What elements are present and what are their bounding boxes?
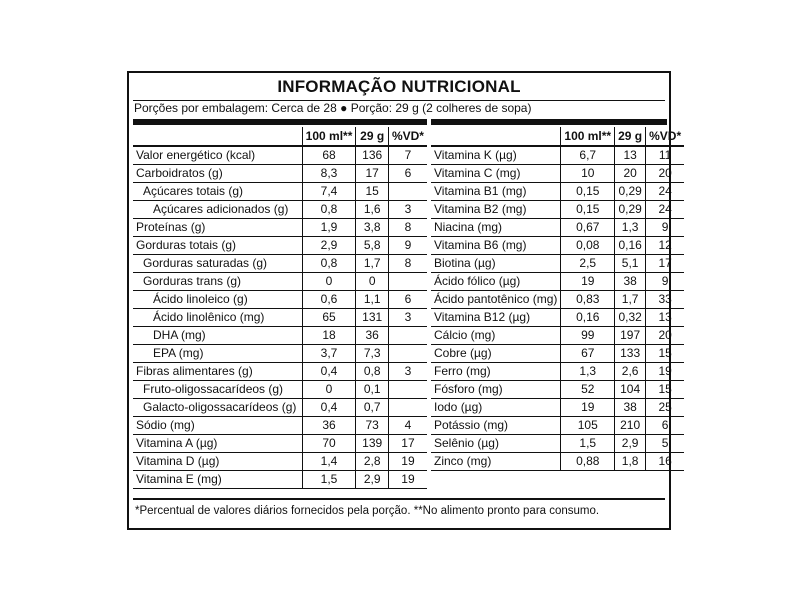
value-per-100ml: 70 xyxy=(302,435,356,453)
value-per-100ml: 0,15 xyxy=(561,183,615,201)
table-row xyxy=(133,309,427,327)
nutrient-name: Vitamina B2 (mg) xyxy=(431,201,561,219)
daily-value-percent: 3 xyxy=(388,363,427,381)
daily-value-percent: 13 xyxy=(646,309,685,327)
nutrition-facts-label xyxy=(127,71,682,530)
value-per-100ml: 1,4 xyxy=(302,453,356,471)
nutrient-name: Ácido pantotênico (mg) xyxy=(431,291,561,309)
value-per-100ml: 0,15 xyxy=(561,201,615,219)
table-row xyxy=(431,399,684,417)
nutrient-name: Ácido linoleico (g) xyxy=(133,291,302,309)
daily-value-percent: 8 xyxy=(388,255,427,273)
nutrient-name: Ácido linolênico (mg) xyxy=(133,309,302,327)
daily-value-percent: 6 xyxy=(646,417,685,435)
table-row xyxy=(133,146,427,165)
value-per-portion: 0,8 xyxy=(356,363,389,381)
value-per-portion: 1,1 xyxy=(356,291,389,309)
nutrient-name: Vitamina B6 (mg) xyxy=(431,237,561,255)
nutrient-name: EPA (mg) xyxy=(133,345,302,363)
daily-value-percent: 20 xyxy=(646,165,685,183)
nutrient-name: Biotina (µg) xyxy=(431,255,561,273)
table-row xyxy=(133,453,427,471)
table-row xyxy=(431,165,684,183)
nutrient-name: Cobre (µg) xyxy=(431,345,561,363)
table-header-row xyxy=(431,127,684,146)
value-per-portion: 73 xyxy=(356,417,389,435)
daily-value-percent: 3 xyxy=(388,201,427,219)
value-per-portion: 5,8 xyxy=(356,237,389,255)
nutrient-name: Carboidratos (g) xyxy=(133,165,302,183)
nutrient-name: Fruto-oligossacarídeos (g) xyxy=(133,381,302,399)
value-per-portion: 17 xyxy=(356,165,389,183)
table-row xyxy=(133,345,427,363)
table-row xyxy=(133,471,427,489)
value-per-portion: 1,8 xyxy=(615,453,646,471)
nutrients-table-right xyxy=(431,127,684,471)
value-per-100ml: 105 xyxy=(561,417,615,435)
value-per-portion: 38 xyxy=(615,273,646,291)
nutrient-name: Potássio (mg) xyxy=(431,417,561,435)
daily-value-percent: 5 xyxy=(646,435,685,453)
table-row xyxy=(133,273,427,291)
table-row xyxy=(133,183,427,201)
left-header-bar xyxy=(133,119,427,125)
nutrient-name: Açúcares totais (g) xyxy=(133,183,302,201)
value-per-100ml: 7,4 xyxy=(302,183,356,201)
daily-value-percent: 4 xyxy=(388,417,427,435)
table-row xyxy=(431,381,684,399)
header-per-100ml: 100 ml** xyxy=(302,127,356,146)
value-per-portion: 7,3 xyxy=(356,345,389,363)
value-per-100ml: 3,7 xyxy=(302,345,356,363)
daily-value-percent: 11 xyxy=(646,146,685,165)
value-per-portion: 0,29 xyxy=(615,201,646,219)
daily-value-percent: 25 xyxy=(646,399,685,417)
nutrient-name: Gorduras saturadas (g) xyxy=(133,255,302,273)
daily-value-percent: 17 xyxy=(646,255,685,273)
nutrient-name: Gorduras trans (g) xyxy=(133,273,302,291)
value-per-100ml: 67 xyxy=(561,345,615,363)
value-per-100ml: 0,88 xyxy=(561,453,615,471)
value-per-100ml: 0,83 xyxy=(561,291,615,309)
daily-value-percent: 15 xyxy=(646,381,685,399)
table-row xyxy=(133,435,427,453)
daily-value-percent: 16 xyxy=(646,453,685,471)
nutrient-name: Vitamina E (mg) xyxy=(133,471,302,489)
value-per-100ml: 52 xyxy=(561,381,615,399)
daily-value-percent: 19 xyxy=(646,363,685,381)
table-row xyxy=(133,417,427,435)
header-per-portion: 29 g xyxy=(615,127,646,146)
nutrient-name: Açúcares adicionados (g) xyxy=(133,201,302,219)
daily-value-percent: 3 xyxy=(388,309,427,327)
daily-value-percent: 9 xyxy=(388,237,427,255)
table-row xyxy=(431,146,684,165)
value-per-portion: 13 xyxy=(615,146,646,165)
value-per-portion: 1,7 xyxy=(615,291,646,309)
value-per-portion: 2,8 xyxy=(356,453,389,471)
nutrient-name: Vitamina A (µg) xyxy=(133,435,302,453)
nutrient-name: Ferro (mg) xyxy=(431,363,561,381)
value-per-100ml: 1,5 xyxy=(302,471,356,489)
table-row xyxy=(431,237,684,255)
header-daily-value: %VD* xyxy=(388,127,427,146)
table-row xyxy=(133,291,427,309)
nutrient-name: Vitamina D (µg) xyxy=(133,453,302,471)
value-per-portion: 2,6 xyxy=(615,363,646,381)
daily-value-percent: 33 xyxy=(646,291,685,309)
value-per-100ml: 1,9 xyxy=(302,219,356,237)
daily-value-percent: 20 xyxy=(646,327,685,345)
nutrient-name: Vitamina C (mg) xyxy=(431,165,561,183)
value-per-100ml: 2,5 xyxy=(561,255,615,273)
value-per-portion: 3,8 xyxy=(356,219,389,237)
daily-value-percent: 19 xyxy=(388,453,427,471)
value-per-100ml: 36 xyxy=(302,417,356,435)
table-row xyxy=(431,255,684,273)
value-per-portion: 1,3 xyxy=(615,219,646,237)
nutrient-name: Ácido fólico (µg) xyxy=(431,273,561,291)
table-row xyxy=(133,219,427,237)
nutrient-name: Galacto-oligossacarídeos (g) xyxy=(133,399,302,417)
daily-value-percent: 6 xyxy=(388,165,427,183)
daily-value-percent xyxy=(388,273,427,291)
value-per-portion: 0,32 xyxy=(615,309,646,327)
value-per-100ml: 0,67 xyxy=(561,219,615,237)
table-row xyxy=(431,435,684,453)
daily-value-percent: 24 xyxy=(646,183,685,201)
table-header-row xyxy=(133,127,427,146)
daily-value-percent: 9 xyxy=(646,273,685,291)
value-per-100ml: 0,4 xyxy=(302,399,356,417)
value-per-100ml: 99 xyxy=(561,327,615,345)
header-per-portion: 29 g xyxy=(356,127,389,146)
nutrient-name: Zinco (mg) xyxy=(431,453,561,471)
nutrient-name: Vitamina B1 (mg) xyxy=(431,183,561,201)
table-row xyxy=(133,399,427,417)
daily-value-percent xyxy=(388,327,427,345)
value-per-100ml: 0,4 xyxy=(302,363,356,381)
value-per-portion: 0,1 xyxy=(356,381,389,399)
daily-value-percent: 19 xyxy=(388,471,427,489)
value-per-100ml: 19 xyxy=(561,399,615,417)
table-row xyxy=(431,183,684,201)
value-per-portion: 5,1 xyxy=(615,255,646,273)
daily-value-percent: 17 xyxy=(388,435,427,453)
nutrient-name: Sódio (mg) xyxy=(133,417,302,435)
daily-value-percent: 9 xyxy=(646,219,685,237)
daily-value-percent: 24 xyxy=(646,201,685,219)
value-per-portion: 2,9 xyxy=(356,471,389,489)
value-per-portion: 131 xyxy=(356,309,389,327)
table-row xyxy=(431,327,684,345)
table-row xyxy=(431,291,684,309)
value-per-portion: 0 xyxy=(356,273,389,291)
table-row xyxy=(431,201,684,219)
table-row xyxy=(431,453,684,471)
value-per-portion: 210 xyxy=(615,417,646,435)
nutrient-name: Vitamina K (µg) xyxy=(431,146,561,165)
table-row xyxy=(431,345,684,363)
footnote: *Percentual de valores diários fornecidos pela porção. **No alimento pronto para consumo. xyxy=(135,505,600,517)
value-per-100ml: 0,16 xyxy=(561,309,615,327)
nutrient-name: Vitamina B12 (µg) xyxy=(431,309,561,327)
nutrient-name: Proteínas (g) xyxy=(133,219,302,237)
table-row xyxy=(133,165,427,183)
nutrient-name: Niacina (mg) xyxy=(431,219,561,237)
nutrients-table-left xyxy=(133,127,427,489)
value-per-100ml: 0 xyxy=(302,273,356,291)
table-row xyxy=(133,237,427,255)
daily-value-percent: 15 xyxy=(646,345,685,363)
table-row xyxy=(431,309,684,327)
daily-value-percent: 12 xyxy=(646,237,685,255)
table-row xyxy=(431,363,684,381)
value-per-portion: 38 xyxy=(615,399,646,417)
header-blank-cell xyxy=(431,127,561,146)
daily-value-percent: 7 xyxy=(388,146,427,165)
header-per-100ml: 100 ml** xyxy=(561,127,615,146)
value-per-100ml: 68 xyxy=(302,146,356,165)
value-per-portion: 139 xyxy=(356,435,389,453)
table-row xyxy=(431,219,684,237)
value-per-portion: 20 xyxy=(615,165,646,183)
daily-value-percent xyxy=(388,381,427,399)
daily-value-percent xyxy=(388,399,427,417)
nutrient-name: Gorduras totais (g) xyxy=(133,237,302,255)
right-header-bar xyxy=(431,119,667,125)
value-per-portion: 0,16 xyxy=(615,237,646,255)
value-per-100ml: 1,5 xyxy=(561,435,615,453)
nutrient-name: Valor energético (kcal) xyxy=(133,146,302,165)
value-per-100ml: 65 xyxy=(302,309,356,327)
value-per-100ml: 19 xyxy=(561,273,615,291)
daily-value-percent xyxy=(388,183,427,201)
value-per-portion: 1,7 xyxy=(356,255,389,273)
nutrient-name: Iodo (µg) xyxy=(431,399,561,417)
table-row xyxy=(133,381,427,399)
table-row xyxy=(133,201,427,219)
value-per-100ml: 0,8 xyxy=(302,255,356,273)
value-per-100ml: 6,7 xyxy=(561,146,615,165)
value-per-portion: 15 xyxy=(356,183,389,201)
table-row xyxy=(133,327,427,345)
value-per-100ml: 0,8 xyxy=(302,201,356,219)
nutrient-name: Cálcio (mg) xyxy=(431,327,561,345)
nutrient-name: Selênio (µg) xyxy=(431,435,561,453)
header-daily-value: %VD* xyxy=(646,127,685,146)
value-per-portion: 1,6 xyxy=(356,201,389,219)
value-per-100ml: 0,6 xyxy=(302,291,356,309)
table-row xyxy=(133,363,427,381)
value-per-100ml: 10 xyxy=(561,165,615,183)
value-per-portion: 133 xyxy=(615,345,646,363)
value-per-100ml: 0 xyxy=(302,381,356,399)
header-blank-cell xyxy=(133,127,302,146)
nutrient-name: Fósforo (mg) xyxy=(431,381,561,399)
value-per-portion: 2,9 xyxy=(615,435,646,453)
daily-value-percent: 6 xyxy=(388,291,427,309)
value-per-portion: 104 xyxy=(615,381,646,399)
value-per-portion: 197 xyxy=(615,327,646,345)
table-row xyxy=(431,417,684,435)
servings-info: Porções por embalagem: Cerca de 28 ● Porção: 29 g (2 colheres de sopa) xyxy=(134,101,532,115)
value-per-100ml: 8,3 xyxy=(302,165,356,183)
daily-value-percent: 8 xyxy=(388,219,427,237)
value-per-100ml: 1,3 xyxy=(561,363,615,381)
value-per-portion: 136 xyxy=(356,146,389,165)
value-per-portion: 36 xyxy=(356,327,389,345)
value-per-100ml: 18 xyxy=(302,327,356,345)
value-per-100ml: 2,9 xyxy=(302,237,356,255)
nutrient-name: DHA (mg) xyxy=(133,327,302,345)
table-row xyxy=(133,255,427,273)
value-per-portion: 0,29 xyxy=(615,183,646,201)
value-per-100ml: 0,08 xyxy=(561,237,615,255)
daily-value-percent xyxy=(388,345,427,363)
label-title: INFORMAÇÃO NUTRICIONAL xyxy=(277,77,521,96)
table-row xyxy=(431,273,684,291)
footnote-divider xyxy=(133,498,665,500)
nutrient-name: Fibras alimentares (g) xyxy=(133,363,302,381)
value-per-portion: 0,7 xyxy=(356,399,389,417)
